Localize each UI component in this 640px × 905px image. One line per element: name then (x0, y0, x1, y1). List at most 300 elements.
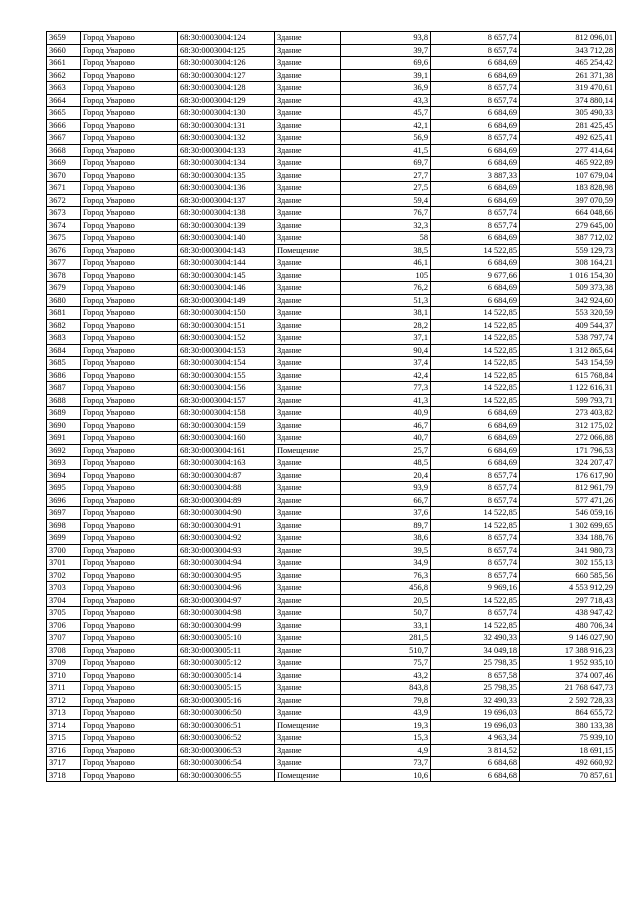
area-cell: 15,3 (341, 732, 431, 745)
object-type-cell: Здание (275, 57, 341, 70)
area-cell: 38,1 (341, 307, 431, 320)
settlement-cell: Город Уварово (81, 694, 178, 707)
row-number-cell: 3718 (47, 769, 81, 782)
object-type-cell: Здание (275, 232, 341, 245)
settlement-cell: Город Уварово (81, 557, 178, 570)
specific-value-cell: 6 684,69 (431, 119, 520, 132)
cadastral-value-cell: 1 312 865,64 (520, 344, 616, 357)
settlement-cell: Город Уварово (81, 207, 178, 220)
object-type-cell: Здание (275, 332, 341, 345)
settlement-cell: Город Уварово (81, 619, 178, 632)
cadastral-number-cell: 68:30:0003004:89 (178, 494, 275, 507)
object-type-cell: Здание (275, 732, 341, 745)
table-row (47, 382, 616, 395)
cadastral-value-cell: 302 155,13 (520, 557, 616, 570)
settlement-cell: Город Уварово (81, 232, 178, 245)
row-number-cell: 3693 (47, 457, 81, 470)
table-row (47, 544, 616, 557)
row-number-cell: 3713 (47, 707, 81, 720)
table-row (47, 457, 616, 470)
row-number-cell: 3672 (47, 194, 81, 207)
cadastral-value-cell: 509 373,38 (520, 282, 616, 295)
table-row (47, 269, 616, 282)
area-cell: 45,7 (341, 107, 431, 120)
table-row (47, 732, 616, 745)
settlement-cell: Город Уварово (81, 632, 178, 645)
table-row (47, 469, 616, 482)
row-number-cell: 3688 (47, 394, 81, 407)
row-number-cell: 3665 (47, 107, 81, 120)
object-type-cell: Здание (275, 269, 341, 282)
specific-value-cell: 4 963,34 (431, 732, 520, 745)
area-cell: 4,9 (341, 744, 431, 757)
specific-value-cell: 14 522,85 (431, 357, 520, 370)
object-type-cell: Здание (275, 344, 341, 357)
specific-value-cell: 6 684,69 (431, 182, 520, 195)
area-cell: 90,4 (341, 344, 431, 357)
area-cell: 93,9 (341, 482, 431, 495)
specific-value-cell: 14 522,85 (431, 332, 520, 345)
settlement-cell: Город Уварово (81, 394, 178, 407)
area-cell: 25,7 (341, 444, 431, 457)
cadastral-number-cell: 68:30:0003005:10 (178, 632, 275, 645)
table-row (47, 144, 616, 157)
cadastral-value-cell: 664 048,66 (520, 207, 616, 220)
cadastral-number-cell: 68:30:0003004:91 (178, 519, 275, 532)
table-row (47, 219, 616, 232)
cadastral-number-cell: 68:30:0003004:125 (178, 44, 275, 57)
cadastral-value-cell: 660 585,56 (520, 569, 616, 582)
specific-value-cell: 14 522,85 (431, 507, 520, 520)
specific-value-cell: 32 490,33 (431, 632, 520, 645)
row-number-cell: 3690 (47, 419, 81, 432)
cadastral-number-cell: 68:30:0003004:149 (178, 294, 275, 307)
specific-value-cell: 19 696,03 (431, 707, 520, 720)
object-type-cell: Здание (275, 69, 341, 82)
settlement-cell: Город Уварово (81, 32, 178, 45)
specific-value-cell: 6 684,69 (431, 144, 520, 157)
settlement-cell: Город Уварово (81, 594, 178, 607)
object-type-cell: Здание (275, 757, 341, 770)
cadastral-number-cell: 68:30:0003004:98 (178, 607, 275, 620)
row-number-cell: 3684 (47, 344, 81, 357)
specific-value-cell: 8 657,74 (431, 482, 520, 495)
cadastral-value-cell: 397 070,59 (520, 194, 616, 207)
row-number-cell: 3663 (47, 82, 81, 95)
table-row (47, 407, 616, 420)
specific-value-cell: 3 814,52 (431, 744, 520, 757)
area-cell: 46,7 (341, 419, 431, 432)
object-type-cell: Здание (275, 707, 341, 720)
cadastral-value-cell: 864 655,72 (520, 707, 616, 720)
row-number-cell: 3669 (47, 157, 81, 170)
settlement-cell: Город Уварово (81, 407, 178, 420)
settlement-cell: Город Уварово (81, 69, 178, 82)
cadastral-value-cell: 465 922,89 (520, 157, 616, 170)
area-cell: 10,6 (341, 769, 431, 782)
cadastral-value-cell: 538 797,74 (520, 332, 616, 345)
area-cell: 75,7 (341, 657, 431, 670)
area-cell: 37,6 (341, 507, 431, 520)
area-cell: 20,4 (341, 469, 431, 482)
settlement-cell: Город Уварово (81, 732, 178, 745)
cadastral-value-cell: 438 947,42 (520, 607, 616, 620)
area-cell: 56,9 (341, 132, 431, 145)
cadastral-number-cell: 68:30:0003004:94 (178, 557, 275, 570)
cadastral-number-cell: 68:30:0003004:130 (178, 107, 275, 120)
settlement-cell: Город Уварово (81, 432, 178, 445)
specific-value-cell: 6 684,69 (431, 457, 520, 470)
settlement-cell: Город Уварово (81, 144, 178, 157)
specific-value-cell: 8 657,74 (431, 557, 520, 570)
cadastral-number-cell: 68:30:0003006:52 (178, 732, 275, 745)
table-row (47, 57, 616, 70)
object-type-cell: Здание (275, 357, 341, 370)
object-type-cell: Здание (275, 682, 341, 695)
cadastral-value-cell: 1 302 699,65 (520, 519, 616, 532)
cadastral-value-cell: 17 388 916,23 (520, 644, 616, 657)
cadastral-number-cell: 68:30:0003004:137 (178, 194, 275, 207)
cadastral-number-cell: 68:30:0003006:54 (178, 757, 275, 770)
object-type-cell: Здание (275, 594, 341, 607)
object-type-cell: Здание (275, 544, 341, 557)
settlement-cell: Город Уварово (81, 569, 178, 582)
table-row (47, 619, 616, 632)
row-number-cell: 3668 (47, 144, 81, 157)
cadastral-value-cell: 75 939,10 (520, 732, 616, 745)
area-cell: 58 (341, 232, 431, 245)
settlement-cell: Город Уварово (81, 132, 178, 145)
cadastral-number-cell: 68:30:0003004:143 (178, 244, 275, 257)
area-cell: 76,3 (341, 569, 431, 582)
row-number-cell: 3677 (47, 257, 81, 270)
area-cell: 46,1 (341, 257, 431, 270)
cadastral-number-cell: 68:30:0003005:16 (178, 694, 275, 707)
specific-value-cell: 6 684,69 (431, 194, 520, 207)
cadastral-number-cell: 68:30:0003004:150 (178, 307, 275, 320)
object-type-cell: Здание (275, 82, 341, 95)
row-number-cell: 3700 (47, 544, 81, 557)
cadastral-value-cell: 812 096,01 (520, 32, 616, 45)
row-number-cell: 3704 (47, 594, 81, 607)
row-number-cell: 3667 (47, 132, 81, 145)
cadastral-number-cell: 68:30:0003004:135 (178, 169, 275, 182)
row-number-cell: 3676 (47, 244, 81, 257)
settlement-cell: Город Уварово (81, 282, 178, 295)
settlement-cell: Город Уварово (81, 319, 178, 332)
cadastral-number-cell: 68:30:0003004:92 (178, 532, 275, 545)
area-cell: 43,2 (341, 669, 431, 682)
area-cell: 37,1 (341, 332, 431, 345)
cadastral-number-cell: 68:30:0003004:99 (178, 619, 275, 632)
row-number-cell: 3716 (47, 744, 81, 757)
area-cell: 39,1 (341, 69, 431, 82)
cadastral-value-cell: 18 691,15 (520, 744, 616, 757)
specific-value-cell: 14 522,85 (431, 307, 520, 320)
object-type-cell: Здание (275, 694, 341, 707)
cadastral-value-cell: 176 617,90 (520, 469, 616, 482)
settlement-cell: Город Уварово (81, 744, 178, 757)
cadastral-value-cell: 374 880,14 (520, 94, 616, 107)
row-number-cell: 3679 (47, 282, 81, 295)
area-cell: 69,7 (341, 157, 431, 170)
specific-value-cell: 8 657,74 (431, 607, 520, 620)
area-cell: 36,9 (341, 82, 431, 95)
row-number-cell: 3662 (47, 69, 81, 82)
area-cell: 41,3 (341, 394, 431, 407)
cadastral-number-cell: 68:30:0003004:97 (178, 594, 275, 607)
area-cell: 28,2 (341, 319, 431, 332)
settlement-cell: Город Уварово (81, 757, 178, 770)
settlement-cell: Город Уварово (81, 344, 178, 357)
settlement-cell: Город Уварово (81, 457, 178, 470)
specific-value-cell: 14 522,85 (431, 594, 520, 607)
cadastral-value-cell: 4 553 912,29 (520, 582, 616, 595)
specific-value-cell: 25 798,35 (431, 657, 520, 670)
settlement-cell: Город Уварово (81, 57, 178, 70)
object-type-cell: Здание (275, 319, 341, 332)
cadastral-value-cell: 343 712,28 (520, 44, 616, 57)
object-type-cell: Помещение (275, 769, 341, 782)
row-number-cell: 3682 (47, 319, 81, 332)
row-number-cell: 3696 (47, 494, 81, 507)
specific-value-cell: 8 657,74 (431, 32, 520, 45)
settlement-cell: Город Уварово (81, 482, 178, 495)
area-cell: 77,3 (341, 382, 431, 395)
table-row (47, 394, 616, 407)
cadastral-value-cell: 308 164,21 (520, 257, 616, 270)
settlement-cell: Город Уварово (81, 294, 178, 307)
row-number-cell: 3699 (47, 532, 81, 545)
cadastral-value-cell: 281 425,45 (520, 119, 616, 132)
settlement-cell: Город Уварово (81, 719, 178, 732)
specific-value-cell: 6 684,68 (431, 757, 520, 770)
cadastral-number-cell: 68:30:0003004:128 (178, 82, 275, 95)
table-row (47, 682, 616, 695)
cadastral-number-cell: 68:30:0003004:93 (178, 544, 275, 557)
settlement-cell: Город Уварово (81, 82, 178, 95)
row-number-cell: 3685 (47, 357, 81, 370)
cadastral-number-cell: 68:30:0003004:124 (178, 32, 275, 45)
specific-value-cell: 34 049,18 (431, 644, 520, 657)
row-number-cell: 3703 (47, 582, 81, 595)
settlement-cell: Город Уварово (81, 544, 178, 557)
specific-value-cell: 6 684,69 (431, 157, 520, 170)
cadastral-number-cell: 68:30:0003004:146 (178, 282, 275, 295)
area-cell: 27,7 (341, 169, 431, 182)
specific-value-cell: 14 522,85 (431, 382, 520, 395)
row-number-cell: 3717 (47, 757, 81, 770)
specific-value-cell: 6 684,69 (431, 444, 520, 457)
cadastral-value-cell: 1 122 616,31 (520, 382, 616, 395)
row-number-cell: 3706 (47, 619, 81, 632)
specific-value-cell: 25 798,35 (431, 682, 520, 695)
area-cell: 51,3 (341, 294, 431, 307)
table-row (47, 519, 616, 532)
table-row (47, 744, 616, 757)
settlement-cell: Город Уварово (81, 244, 178, 257)
cadastral-number-cell: 68:30:0003004:127 (178, 69, 275, 82)
area-cell: 76,2 (341, 282, 431, 295)
cadastral-number-cell: 68:30:0003004:158 (178, 407, 275, 420)
settlement-cell: Город Уварово (81, 357, 178, 370)
row-number-cell: 3697 (47, 507, 81, 520)
object-type-cell: Здание (275, 632, 341, 645)
row-number-cell: 3674 (47, 219, 81, 232)
cadastral-value-cell: 546 059,16 (520, 507, 616, 520)
cadastral-number-cell: 68:30:0003004:132 (178, 132, 275, 145)
cadastral-number-cell: 68:30:0003004:161 (178, 444, 275, 457)
specific-value-cell: 14 522,85 (431, 369, 520, 382)
object-type-cell: Здание (275, 557, 341, 570)
row-number-cell: 3712 (47, 694, 81, 707)
row-number-cell: 3711 (47, 682, 81, 695)
object-type-cell: Здание (275, 669, 341, 682)
cadastral-value-cell: 2 592 728,33 (520, 694, 616, 707)
table-row (47, 444, 616, 457)
table-row (47, 344, 616, 357)
area-cell: 41,5 (341, 144, 431, 157)
row-number-cell: 3708 (47, 644, 81, 657)
area-cell: 39,5 (341, 544, 431, 557)
table-body (47, 32, 616, 782)
cadastral-number-cell: 68:30:0003004:133 (178, 144, 275, 157)
table-row (47, 369, 616, 382)
area-cell: 48,5 (341, 457, 431, 470)
cadastral-number-cell: 68:30:0003004:131 (178, 119, 275, 132)
cadastral-number-cell: 68:30:0003006:55 (178, 769, 275, 782)
settlement-cell: Город Уварово (81, 657, 178, 670)
settlement-cell: Город Уварово (81, 669, 178, 682)
cadastral-value-cell: 559 129,73 (520, 244, 616, 257)
row-number-cell: 3694 (47, 469, 81, 482)
area-cell: 76,7 (341, 207, 431, 220)
specific-value-cell: 14 522,85 (431, 394, 520, 407)
cadastral-number-cell: 68:30:0003004:88 (178, 482, 275, 495)
cadastral-number-cell: 68:30:0003004:152 (178, 332, 275, 345)
cadastral-value-cell: 380 133,38 (520, 719, 616, 732)
cadastral-number-cell: 68:30:0003006:53 (178, 744, 275, 757)
area-cell: 73,7 (341, 757, 431, 770)
cadastral-value-cell: 480 706,34 (520, 619, 616, 632)
area-cell: 50,7 (341, 607, 431, 620)
cadastral-number-cell: 68:30:0003004:156 (178, 382, 275, 395)
object-type-cell: Здание (275, 607, 341, 620)
settlement-cell: Город Уварово (81, 219, 178, 232)
object-type-cell: Здание (275, 207, 341, 220)
settlement-cell: Город Уварово (81, 682, 178, 695)
settlement-cell: Город Уварово (81, 419, 178, 432)
specific-value-cell: 6 684,69 (431, 294, 520, 307)
object-type-cell: Здание (275, 619, 341, 632)
cadastral-number-cell: 68:30:0003005:11 (178, 644, 275, 657)
cadastral-value-cell: 261 371,38 (520, 69, 616, 82)
object-type-cell: Здание (275, 32, 341, 45)
area-cell: 69,6 (341, 57, 431, 70)
cadastral-value-cell: 273 403,82 (520, 407, 616, 420)
object-type-cell: Здание (275, 194, 341, 207)
specific-value-cell: 8 657,74 (431, 132, 520, 145)
object-type-cell: Здание (275, 219, 341, 232)
cadastral-value-cell: 312 175,02 (520, 419, 616, 432)
cadastral-number-cell: 68:30:0003004:136 (178, 182, 275, 195)
row-number-cell: 3701 (47, 557, 81, 570)
specific-value-cell: 8 657,74 (431, 219, 520, 232)
settlement-cell: Город Уварово (81, 707, 178, 720)
specific-value-cell: 8 657,74 (431, 207, 520, 220)
object-type-cell: Помещение (275, 244, 341, 257)
specific-value-cell: 6 684,69 (431, 419, 520, 432)
settlement-cell: Город Уварово (81, 169, 178, 182)
object-type-cell: Здание (275, 519, 341, 532)
table-row (47, 232, 616, 245)
specific-value-cell: 6 684,69 (431, 432, 520, 445)
object-type-cell: Здание (275, 182, 341, 195)
cadastral-value-cell: 334 188,76 (520, 532, 616, 545)
cadastral-number-cell: 68:30:0003004:157 (178, 394, 275, 407)
object-type-cell: Здание (275, 144, 341, 157)
table-row (47, 119, 616, 132)
specific-value-cell: 32 490,33 (431, 694, 520, 707)
object-type-cell: Здание (275, 307, 341, 320)
area-cell: 456,8 (341, 582, 431, 595)
area-cell: 510,7 (341, 644, 431, 657)
table-row (47, 419, 616, 432)
table-row (47, 294, 616, 307)
table-row (47, 44, 616, 57)
cadastral-value-cell: 279 645,00 (520, 219, 616, 232)
row-number-cell: 3666 (47, 119, 81, 132)
cadastral-value-cell: 465 254,42 (520, 57, 616, 70)
cadastral-number-cell: 68:30:0003006:51 (178, 719, 275, 732)
row-number-cell: 3692 (47, 444, 81, 457)
object-type-cell: Здание (275, 119, 341, 132)
settlement-cell: Город Уварово (81, 507, 178, 520)
cadastral-number-cell: 68:30:0003005:14 (178, 669, 275, 682)
row-number-cell: 3664 (47, 94, 81, 107)
specific-value-cell: 8 657,74 (431, 82, 520, 95)
specific-value-cell: 8 657,74 (431, 544, 520, 557)
cadastral-number-cell: 68:30:0003004:155 (178, 369, 275, 382)
row-number-cell: 3686 (47, 369, 81, 382)
specific-value-cell: 6 684,69 (431, 69, 520, 82)
specific-value-cell: 14 522,85 (431, 344, 520, 357)
cadastral-number-cell: 68:30:0003006:50 (178, 707, 275, 720)
table-row (47, 769, 616, 782)
area-cell: 93,8 (341, 32, 431, 45)
row-number-cell: 3675 (47, 232, 81, 245)
cadastral-value-cell: 492 625,41 (520, 132, 616, 145)
settlement-cell: Город Уварово (81, 107, 178, 120)
cadastral-number-cell: 68:30:0003004:134 (178, 157, 275, 170)
table-row (47, 207, 616, 220)
cadastral-value-cell: 387 712,02 (520, 232, 616, 245)
cadastral-number-cell: 68:30:0003004:151 (178, 319, 275, 332)
cadastral-value-cell: 70 857,61 (520, 769, 616, 782)
row-number-cell: 3715 (47, 732, 81, 745)
row-number-cell: 3714 (47, 719, 81, 732)
settlement-cell: Город Уварово (81, 607, 178, 620)
row-number-cell: 3689 (47, 407, 81, 420)
table-row (47, 582, 616, 595)
object-type-cell: Здание (275, 282, 341, 295)
object-type-cell: Помещение (275, 444, 341, 457)
specific-value-cell: 3 887,33 (431, 169, 520, 182)
cadastral-value-cell: 341 980,73 (520, 544, 616, 557)
settlement-cell: Город Уварово (81, 519, 178, 532)
row-number-cell: 3702 (47, 569, 81, 582)
settlement-cell: Город Уварово (81, 469, 178, 482)
